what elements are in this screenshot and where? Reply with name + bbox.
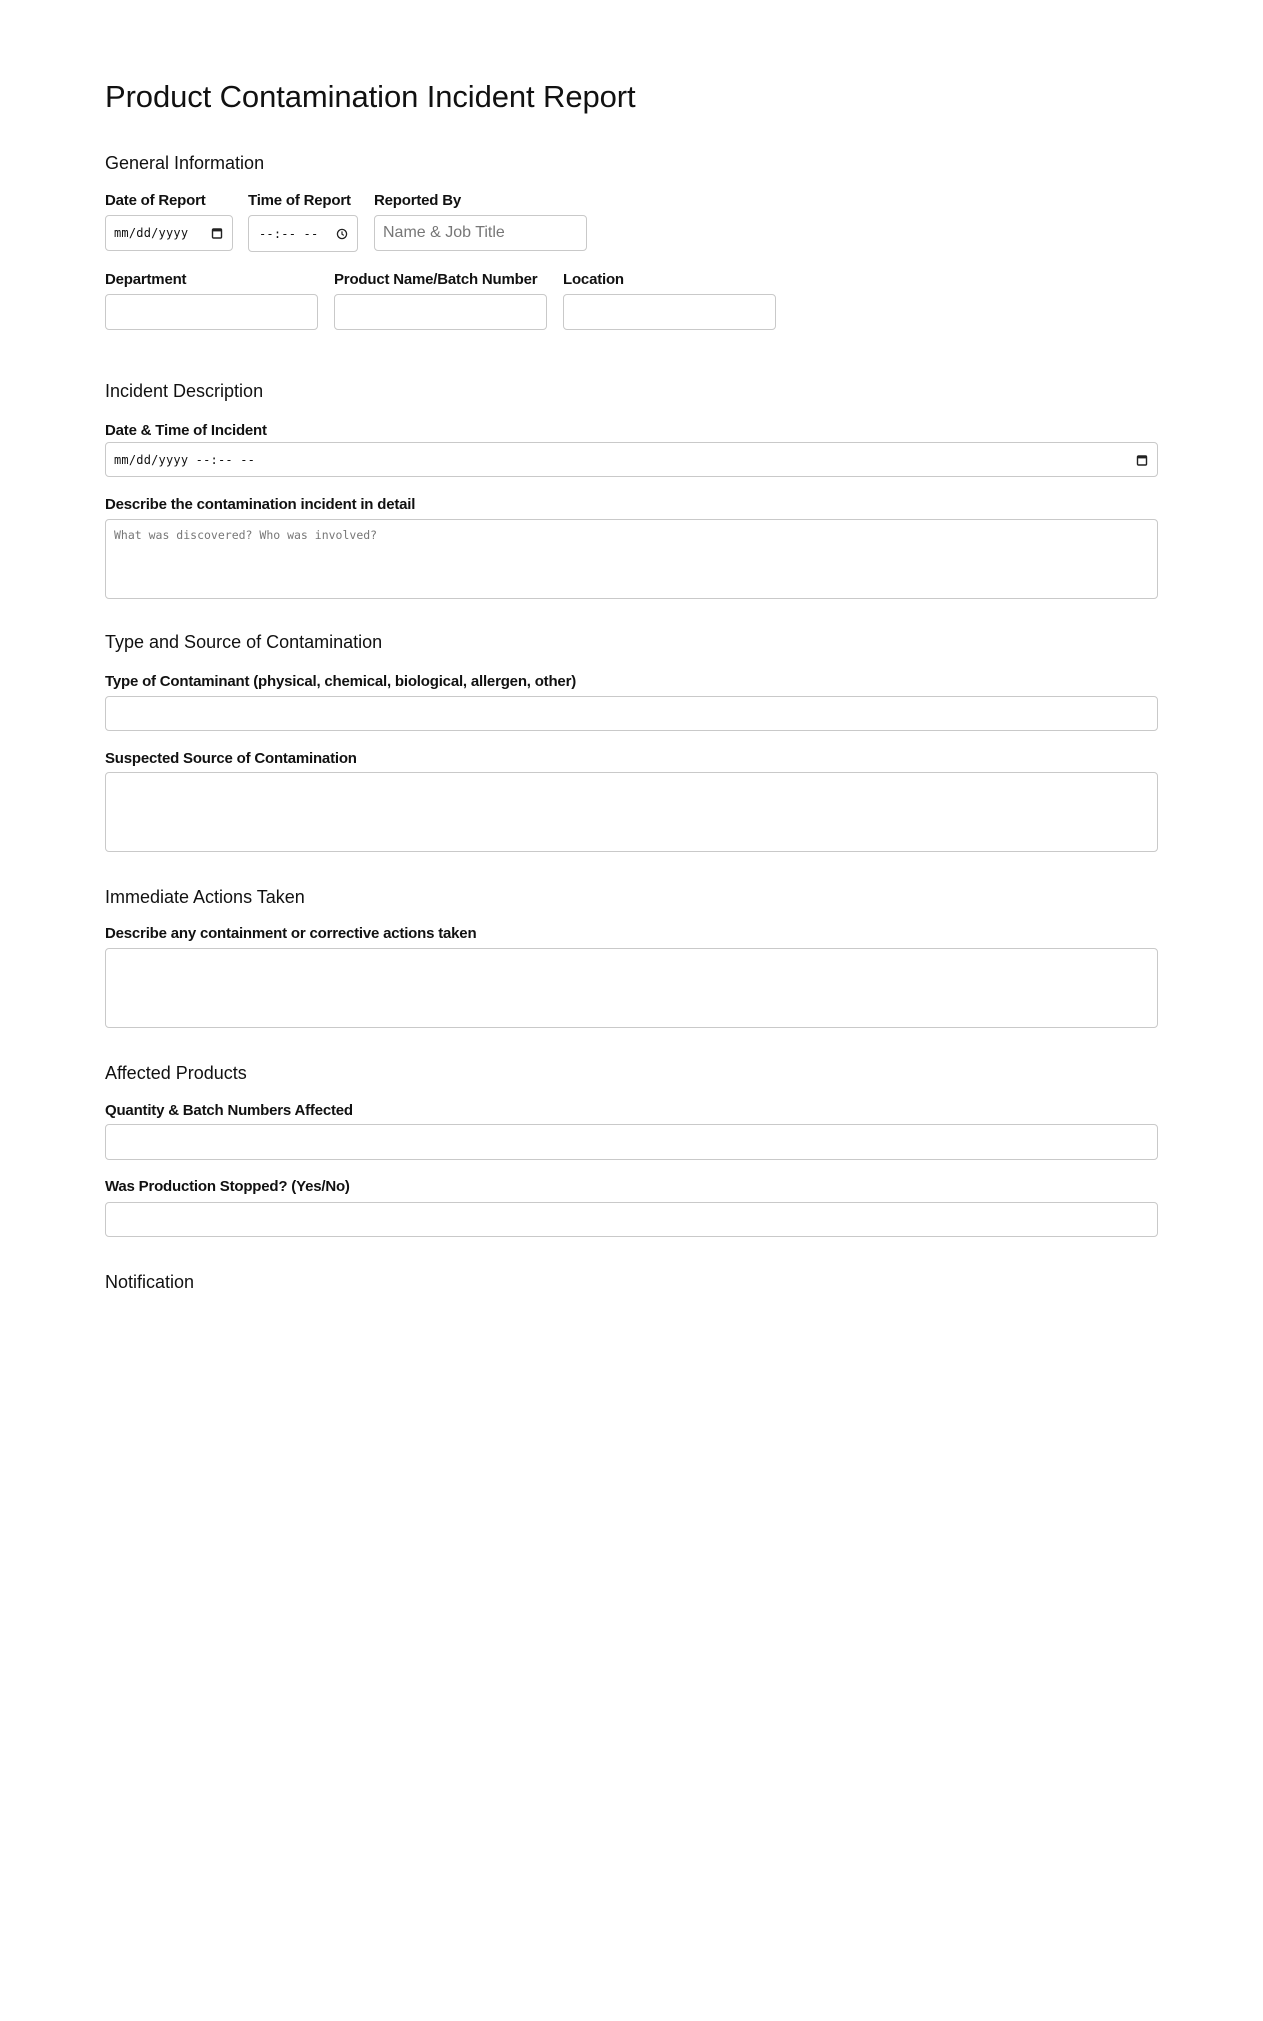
section-heading-incident-description: Incident Description (105, 381, 264, 401)
reported-by-placeholder: Name & Job Title (383, 224, 505, 241)
section-heading-affected-products: Affected Products (105, 1063, 247, 1083)
incident-description-label: Describe the contamination incident in detail (105, 496, 416, 513)
department-label: Department (105, 271, 187, 288)
reported-by-label: Reported By (374, 192, 461, 209)
datetime-of-incident-display: mm/dd/yyyy --:-- -- (114, 452, 256, 467)
containment-actions-label: Describe any containment or corrective actions taken (105, 925, 477, 942)
suspected-source-textarea[interactable] (105, 772, 1158, 852)
time-of-report-label: Time of Report (248, 192, 351, 209)
incident-description-textarea[interactable] (105, 519, 1158, 599)
section-heading-type-and-source: Type and Source of Contamination (105, 632, 383, 652)
location-label: Location (563, 271, 624, 288)
section-heading-general-information: General Information (105, 153, 265, 173)
product-batch-input[interactable] (334, 294, 547, 330)
quantity-batches-label: Quantity & Batch Numbers Affected (105, 1102, 353, 1119)
page-title: Product Contamination Incident Report (105, 79, 636, 114)
department-input[interactable] (105, 294, 318, 330)
location-input[interactable] (563, 294, 776, 330)
calendar-icon[interactable] (1135, 453, 1149, 467)
incident-description-placeholder: What was discovered? Who was involved? (114, 528, 378, 542)
contaminant-type-label: Type of Contaminant (physical, chemical, biological, allergen, other) (105, 673, 577, 690)
clock-icon[interactable] (335, 227, 349, 241)
section-heading-notification: Notification (105, 1272, 195, 1292)
time-of-report-display: --:-- -- (259, 226, 319, 241)
date-of-report-label: Date of Report (105, 192, 206, 209)
product-batch-label: Product Name/Batch Number (334, 271, 538, 288)
quantity-batches-input[interactable] (105, 1124, 1158, 1160)
datetime-of-incident-input[interactable] (105, 442, 1158, 477)
containment-actions-textarea[interactable] (105, 948, 1158, 1028)
date-of-report-display: mm/dd/yyyy (114, 226, 189, 240)
date-of-report-input[interactable] (105, 215, 233, 251)
production-stopped-label: Was Production Stopped? (Yes/No) (105, 1178, 350, 1195)
calendar-icon[interactable] (210, 226, 224, 240)
production-stopped-input[interactable] (105, 1202, 1158, 1237)
datetime-of-incident-label: Date & Time of Incident (105, 422, 267, 439)
contaminant-type-input[interactable] (105, 696, 1158, 731)
suspected-source-label: Suspected Source of Contamination (105, 750, 357, 767)
section-heading-immediate-actions: Immediate Actions Taken (105, 887, 305, 907)
time-of-report-input[interactable] (248, 215, 358, 252)
reported-by-input[interactable] (374, 215, 587, 251)
